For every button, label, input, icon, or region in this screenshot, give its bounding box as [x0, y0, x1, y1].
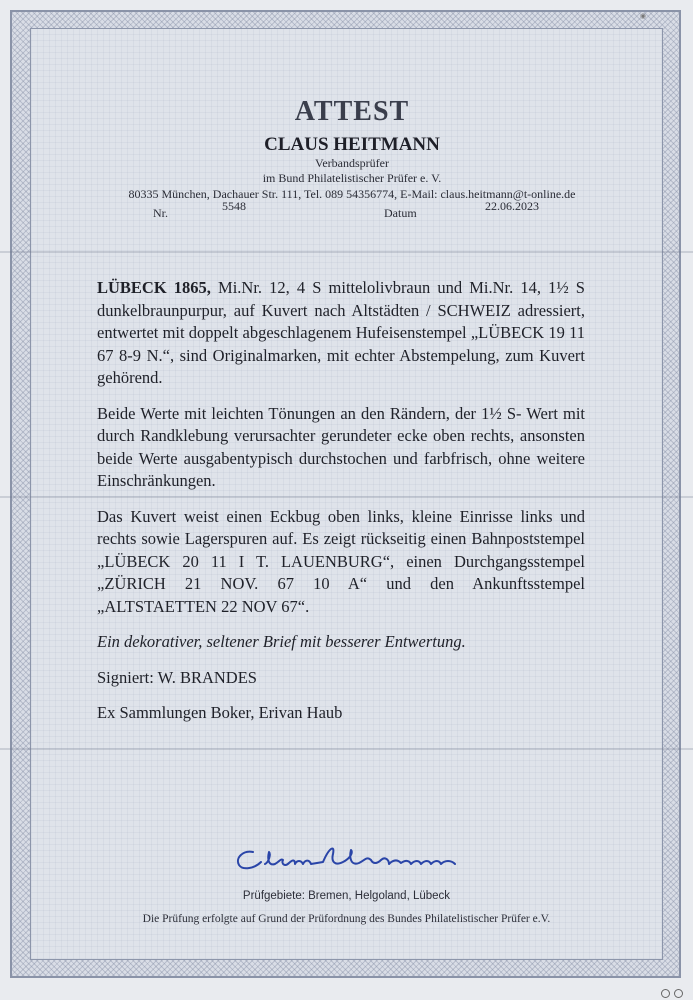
date-label: Datum: [384, 206, 417, 220]
number-value: 5548: [222, 199, 246, 213]
paragraph-description: [97, 277, 585, 390]
certificate-meta: [97, 199, 607, 224]
fold-line: [0, 251, 693, 253]
circle-icon: [661, 989, 670, 998]
paragraph-description-text: Mi.Nr. 12, 4 S mittelolivbraun und Mi.Nr. 14, 1½ S dunkelbraunpurpur, auf Kuvert nach Altstädten / SCHWEIZ adressiert, entwertet mit doppelt abgeschlagenem Hufeisenstempel „LÜBECK 19 11 67 8-9 N.“, sind Originalmarken, mit echter Abstempelung, zum Kuvert gehörend.: [97, 278, 585, 387]
copyright-icons: [661, 989, 683, 998]
paragraph-rating: Ein dekorativer, seltener Brief mit besserer Entwertung.: [97, 632, 466, 651]
certificate-body: [97, 277, 585, 738]
examiner-name: CLAUS HEITMANN: [264, 134, 440, 155]
certificate-header: [97, 92, 607, 224]
paragraph-signed: Signiert: W. BRANDES: [97, 667, 257, 687]
examination-note: Die Prüfung erfolgte auf Grund der Prüfordnung des Bundes Philatelistischer Prüfer e.V.: [142, 913, 551, 925]
number-label: Nr.: [153, 206, 168, 220]
paragraph-cover: Das Kuvert weist einen Eckbug oben links, kleine Einrisse links und rechts sowie Lagerspuren auf. Es zeigt rückseitig einen Bahnpoststempel „LÜBECK 20 11 I T. LAUENBURG“, einen Durchgangsstempel „ZÜRICH 21 NOV. 67 10 A“ und den Ankunftsstempel „ALTSTAETTEN 22 NOV 67“.: [97, 506, 585, 616]
paragraph-provenance: Ex Sammlungen Boker, Erivan Haub: [97, 703, 343, 722]
examination-areas: Prüfgebiete: Bremen, Helgoland, Lübeck: [242, 890, 451, 902]
signature-drawing: [225, 838, 485, 878]
examiner-association: im Bund Philatelistischer Prüfer e. V.: [262, 171, 442, 185]
paragraph-condition: Beide Werte mit leichten Tönungen an den Rändern, der 1½ S- Wert mit durch Randklebung verursachter gerundeter ecke oben rechts, ansonsten beide Werte ausgabentypisch durchstochen und farbfrisch, ohne weitere Einschränkungen.: [97, 403, 585, 490]
circle-icon: [674, 989, 683, 998]
examiner-role: Verbandsprüfer: [315, 156, 389, 170]
examiner-address: 80335 München, Dachauer Str. 111, Tel. 089 54356774, E-Mail: claus.heitmann@t-online.de: [128, 187, 576, 201]
handwritten-signature: [225, 838, 485, 878]
fold-line: [0, 748, 693, 750]
document-title: ATTEST: [294, 96, 410, 127]
date-value: 22.06.2023: [485, 199, 539, 213]
paragraph-lead: LÜBECK 1865,: [97, 278, 211, 297]
hologram-seal-icon: ◉: [640, 13, 647, 20]
